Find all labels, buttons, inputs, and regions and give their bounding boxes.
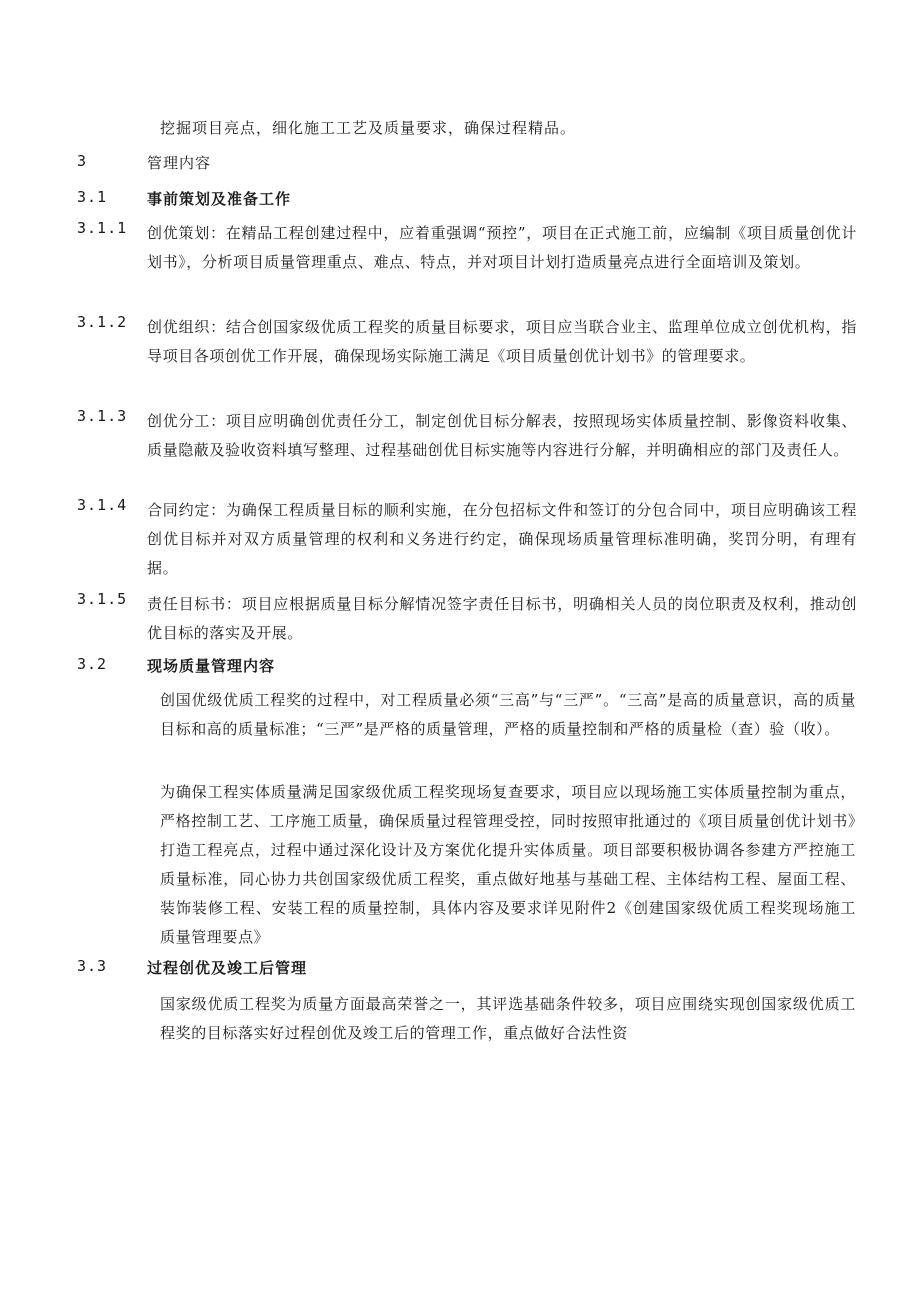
- section-number: 3.3: [77, 957, 108, 975]
- section-number: 3: [77, 152, 88, 170]
- section-title: 事前策划及准备工作: [147, 190, 292, 208]
- paragraph: 国家级优质工程奖为质量方面最高荣誉之一，其评选基础条件较多，项目应围绕实现创国家级优质工程奖的目标落实好过程创优及竣工后的管理工作，重点做好合法性资: [160, 995, 856, 1042]
- item-number: 3.1.3: [77, 407, 128, 425]
- section-title: 管理内容: [147, 154, 212, 172]
- paragraph: 为确保工程实体质量满足国家级优质工程奖现场复查要求，项目应以现场施工实体质量控制为重点，严格控制工艺、工序施工质量，确保质量过程管理受控，同时按照审批通过的《项目质量创优计划书》打造工程亮点，过程中通过深化设计及方案优化提升实体质量。项目部要积极协调各参建方严控施工质量标准，同心协力共创国家级优质工程奖，重点做好地基与基础工程、主体结构工程、屋面工程、装饰装修工程、安装工程的质量控制，具体内容及要求详见附件2《创建国家级优质工程奖现场施工质量管理要点》: [160, 783, 856, 946]
- item-text: 创优分工：项目应明确创优责任分工，制定创优目标分解表，按照现场实体质量控制、影像资料收集、质量隐蔽及验收资料填写整理、过程基础创优目标实施等内容进行分解，并明确相应的部门及责任人。: [147, 412, 857, 459]
- item-text: 责任目标书：项目应根据质量目标分解情况签字责任目标书，明确相关人员的岗位职责及权利，推动创优目标的落实及开展。: [147, 595, 857, 642]
- item-number: 3.1.1: [77, 219, 128, 237]
- section-number: 3.2: [77, 655, 108, 673]
- paragraph: 创国优级优质工程奖的过程中，对工程质量必须“三高”与“三严”。“三高”是高的质量意识，高的质量目标和高的质量标准；“三严”是严格的质量管理，严格的质量控制和严格的质量检（查）验（收）。: [160, 691, 856, 738]
- item-number: 3.1.4: [77, 496, 128, 514]
- intro-line: 挖掘项目亮点，细化施工工艺及质量要求，确保过程精品。: [160, 119, 577, 137]
- section-number: 3.1: [77, 188, 108, 206]
- item-number: 3.1.5: [77, 590, 128, 608]
- item-text: 创优策划：在精品工程创建过程中，应着重强调“预控”，项目在正式施工前，应编制《项目质量创优计划书》，分析项目质量管理重点、难点、特点，并对项目计划打造质量亮点进行全面培训及策划。: [147, 224, 857, 271]
- item-text: 创优组织：结合创国家级优质工程奖的质量目标要求，项目应当联合业主、监理单位成立创优机构，指导项目各项创优工作开展，确保现场实际施工满足《项目质量创优计划书》的管理要求。: [147, 318, 857, 365]
- section-title: 过程创优及竣工后管理: [147, 959, 308, 977]
- item-number: 3.1.2: [77, 313, 128, 331]
- item-text: 合同约定：为确保工程质量目标的顺利实施，在分包招标文件和签订的分包合同中，项目应明确该工程创优目标并对双方质量管理的权利和义务进行约定，确保现场质量管理标准明确，奖罚分明，有理有据。: [147, 501, 857, 577]
- section-title: 现场质量管理内容: [147, 657, 276, 675]
